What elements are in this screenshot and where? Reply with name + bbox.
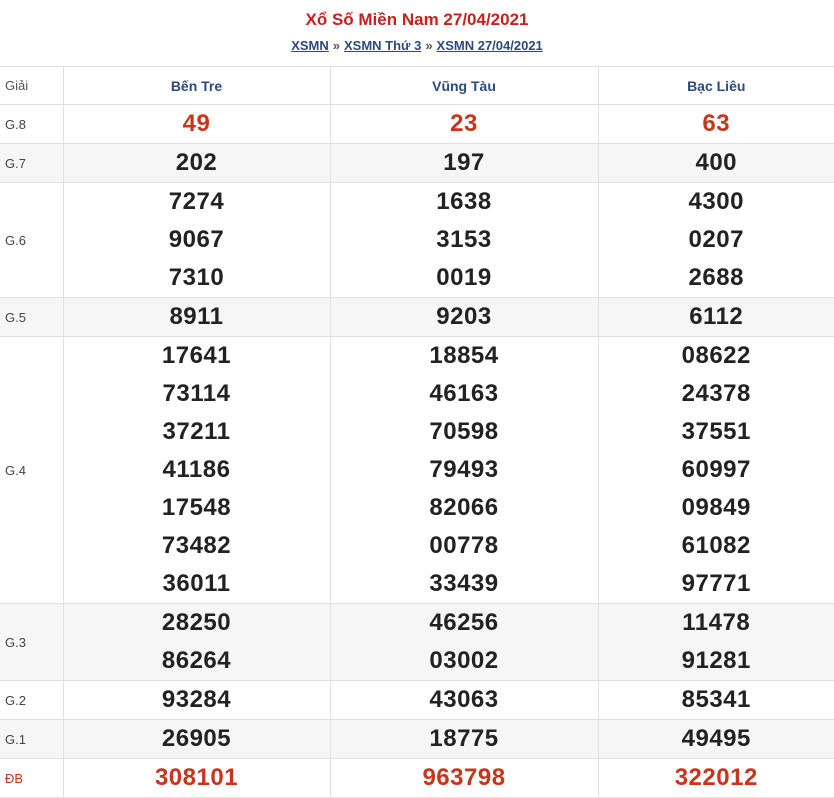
result-number: 60997: [599, 451, 834, 489]
result-number: 41186: [64, 451, 330, 489]
result-cell-bac-lieu: [598, 720, 834, 759]
result-number: 9203: [331, 298, 598, 336]
page-title: Xổ Số Miền Nam 27/04/2021: [0, 0, 834, 30]
breadcrumb-separator: »: [329, 38, 344, 53]
result-cell-bac-lieu: [598, 759, 834, 798]
result-number: 70598: [331, 413, 598, 451]
result-number: 197: [331, 144, 598, 182]
result-cell-ben-tre: [63, 681, 330, 720]
province-header-bac-lieu[interactable]: Bạc Liêu: [598, 67, 834, 105]
result-cell-vung-tau: [330, 183, 598, 298]
result-number: 24378: [599, 375, 834, 413]
result-number: 18854: [331, 337, 598, 375]
result-number: 0019: [331, 259, 598, 297]
result-number: 82066: [331, 489, 598, 527]
result-cell-bac-lieu: [598, 105, 834, 144]
prize-row: [0, 144, 834, 183]
result-number: 202: [64, 144, 330, 182]
prize-row: [0, 298, 834, 337]
prize-row: [0, 720, 834, 759]
result-cell-vung-tau: [330, 105, 598, 144]
prize-label: G.1: [0, 720, 63, 759]
result-cell-bac-lieu: [598, 298, 834, 337]
result-number: 23: [331, 105, 598, 143]
result-number: 46256: [331, 604, 598, 642]
result-cell-bac-lieu: [598, 681, 834, 720]
result-number: 6112: [599, 298, 834, 336]
result-number: 1638: [331, 183, 598, 221]
result-number: 91281: [599, 642, 834, 680]
results-table: [0, 66, 834, 798]
result-number: 86264: [64, 642, 330, 680]
result-number: 79493: [331, 451, 598, 489]
result-cell-bac-lieu: [598, 337, 834, 604]
result-number: 49495: [599, 720, 834, 758]
result-number: 93284: [64, 681, 330, 719]
result-number: 322012: [599, 759, 834, 797]
result-cell-bac-lieu: [598, 144, 834, 183]
result-number: 18775: [331, 720, 598, 758]
breadcrumb-separator: »: [421, 38, 436, 53]
result-number: 2688: [599, 259, 834, 297]
result-cell-ben-tre: [63, 337, 330, 604]
result-number: 8911: [64, 298, 330, 336]
prize-label: G.2: [0, 681, 63, 720]
prize-label: G.6: [0, 183, 63, 298]
result-cell-vung-tau: [330, 298, 598, 337]
province-header-vung-tau[interactable]: Vũng Tàu: [330, 67, 598, 105]
result-number: 37551: [599, 413, 834, 451]
result-number: 36011: [64, 565, 330, 603]
prize-label: G.8: [0, 105, 63, 144]
result-number: 03002: [331, 642, 598, 680]
result-cell-bac-lieu: [598, 183, 834, 298]
result-cell-bac-lieu: [598, 604, 834, 681]
page-header: [0, 0, 834, 66]
province-header-ben-tre[interactable]: Bến Tre: [63, 67, 330, 105]
result-number: 7274: [64, 183, 330, 221]
prize-row: [0, 337, 834, 604]
result-number: 0207: [599, 221, 834, 259]
result-cell-vung-tau: [330, 681, 598, 720]
result-number: 43063: [331, 681, 598, 719]
result-cell-vung-tau: [330, 144, 598, 183]
result-cell-vung-tau: [330, 337, 598, 604]
prize-row: [0, 604, 834, 681]
result-number: 61082: [599, 527, 834, 565]
result-cell-ben-tre: [63, 298, 330, 337]
result-cell-ben-tre: [63, 105, 330, 144]
result-number: 400: [599, 144, 834, 182]
breadcrumb-link-xsmn[interactable]: XSMN: [291, 38, 329, 53]
breadcrumb: [0, 38, 834, 54]
result-number: 3153: [331, 221, 598, 259]
prize-row: [0, 183, 834, 298]
result-number: 73482: [64, 527, 330, 565]
result-number: 7310: [64, 259, 330, 297]
prize-label: G.5: [0, 298, 63, 337]
result-cell-ben-tre: [63, 720, 330, 759]
prize-row: [0, 759, 834, 798]
prize-label: G.7: [0, 144, 63, 183]
prize-row: [0, 105, 834, 144]
result-number: 85341: [599, 681, 834, 719]
result-number: 08622: [599, 337, 834, 375]
result-number: 37211: [64, 413, 330, 451]
result-number: 26905: [64, 720, 330, 758]
result-number: 00778: [331, 527, 598, 565]
result-number: 09849: [599, 489, 834, 527]
result-number: 63: [599, 105, 834, 143]
result-cell-vung-tau: [330, 604, 598, 681]
result-number: 73114: [64, 375, 330, 413]
prize-label: ĐB: [0, 759, 63, 798]
result-number: 9067: [64, 221, 330, 259]
result-number: 17641: [64, 337, 330, 375]
breadcrumb-link-xsmn-thu-3[interactable]: XSMN Thứ 3: [344, 38, 421, 53]
result-number: 28250: [64, 604, 330, 642]
breadcrumb-link-xsmn-date[interactable]: XSMN 27/04/2021: [437, 38, 543, 53]
prize-label: G.4: [0, 337, 63, 604]
prize-row: [0, 681, 834, 720]
result-cell-ben-tre: [63, 759, 330, 798]
result-cell-ben-tre: [63, 144, 330, 183]
result-cell-vung-tau: [330, 759, 598, 798]
result-number: 33439: [331, 565, 598, 603]
result-number: 963798: [331, 759, 598, 797]
result-cell-ben-tre: [63, 183, 330, 298]
result-number: 11478: [599, 604, 834, 642]
result-number: 308101: [64, 759, 330, 797]
result-number: 17548: [64, 489, 330, 527]
result-cell-ben-tre: [63, 604, 330, 681]
result-cell-vung-tau: [330, 720, 598, 759]
prize-label: G.3: [0, 604, 63, 681]
result-number: 46163: [331, 375, 598, 413]
result-number: 4300: [599, 183, 834, 221]
result-number: 49: [64, 105, 330, 143]
result-number: 97771: [599, 565, 834, 603]
giai-header: Giải: [0, 67, 63, 105]
table-header-row: [0, 67, 834, 105]
